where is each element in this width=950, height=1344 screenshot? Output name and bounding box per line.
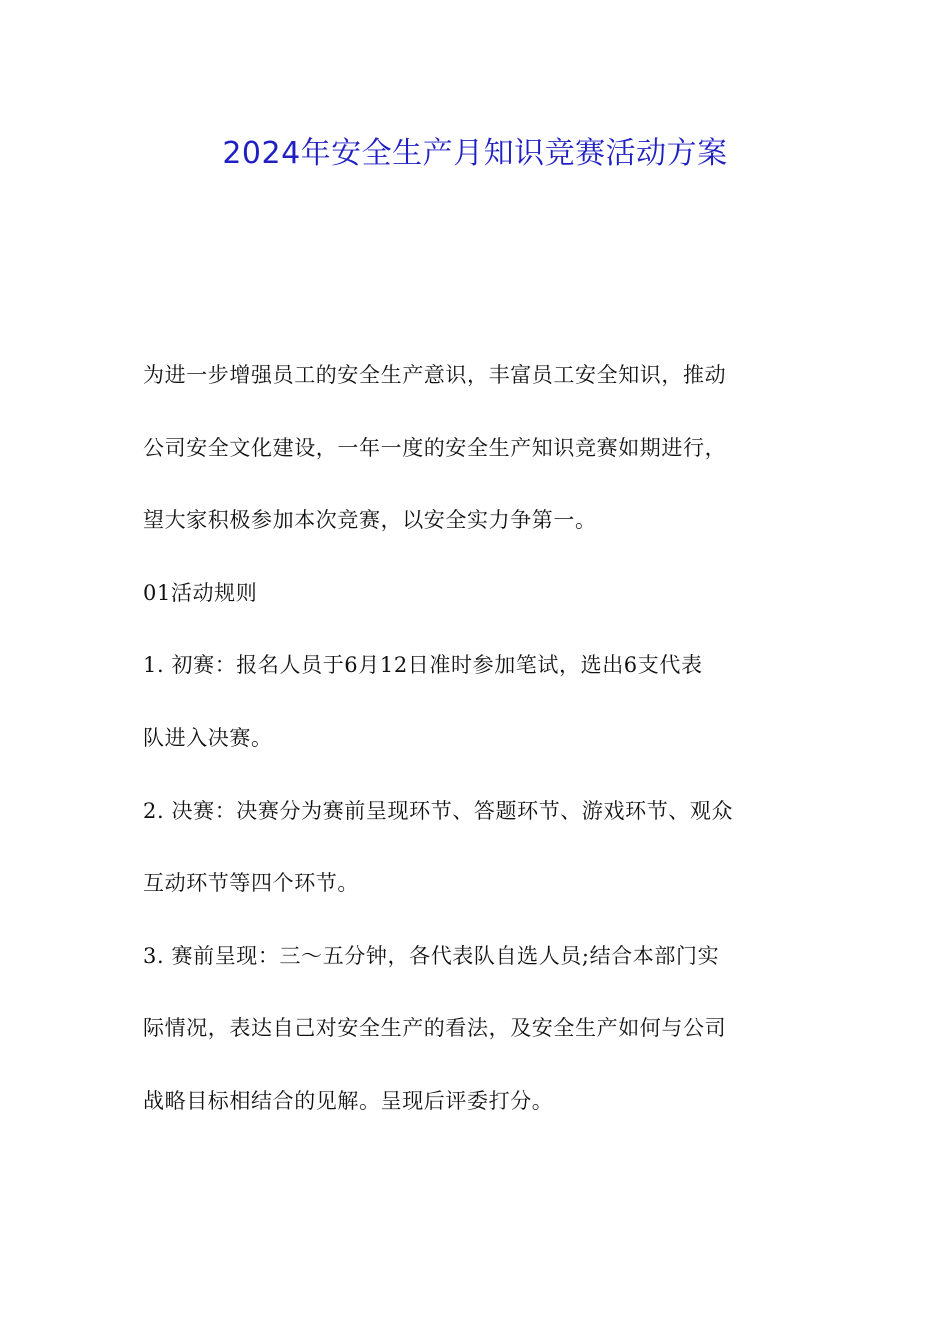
rule-3-line-3: 战略目标相结合的见解。呈现后评委打分。 — [143, 1088, 554, 1113]
rule-1-line-1: 1. 初赛：报名人员于6月12日准时参加笔试，选出6支代表 — [143, 653, 703, 678]
rule-2-line-2: 互动环节等四个环节。 — [143, 871, 359, 896]
rule-1-line-2: 队进入决赛。 — [143, 725, 273, 750]
intro-line-1: 为进一步增强员工的安全生产意识，丰富员工安全知识，推动 — [143, 363, 727, 387]
intro-line-3: 望大家积极参加本次竞赛，以安全实力争第一。 — [143, 508, 597, 533]
section-heading-rules: 01活动规则 — [143, 580, 258, 605]
intro-line-2: 公司安全文化建设，一年一度的安全生产知识竞赛如期进行， — [143, 435, 727, 460]
document-body — [143, 339, 807, 1138]
rule-3-line-2: 际情况，表达自己对安全生产的看法，及安全生产如何与公司 — [143, 1016, 727, 1041]
rule-3-line-1: 3. 赛前呈现：三～五分钟，各代表队自选人员;结合本部门实 — [143, 943, 720, 968]
rule-2-line-1: 2. 决赛：决赛分为赛前呈现环节、答题环节、游戏环节、观众 — [143, 798, 734, 823]
document-title: 2024年安全生产月知识竞赛活动方案 — [222, 136, 728, 171]
